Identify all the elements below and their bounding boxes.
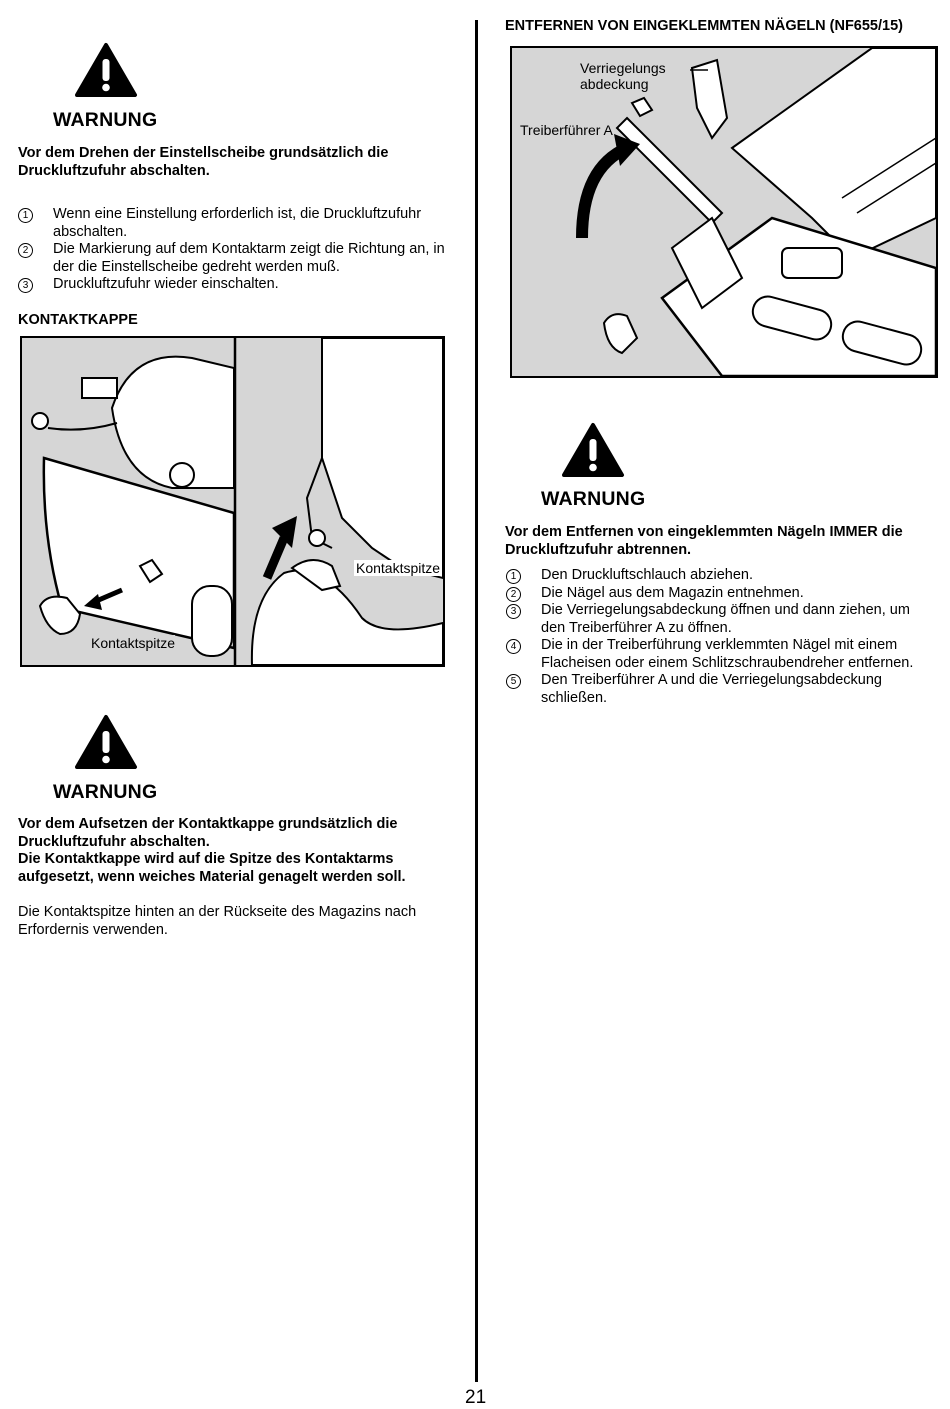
jam-removal-figure — [510, 46, 938, 378]
contact-tip-note: Die Kontaktspitze hinten an der Rückseite des Magazins nach Erfordernis verwenden. — [18, 904, 417, 938]
contact-cap-illustration — [22, 338, 443, 665]
warning-title: WARNUNG — [53, 109, 158, 131]
warning-text: Vor dem Drehen der Einstellscheibe grundsätzlich die Druckluftzufuhr abschalten. — [18, 145, 389, 179]
section-heading: ENTFERNEN VON EINGEKLEMMTEN NÄGELN (NF655/15) — [505, 18, 903, 34]
step-number: 3 — [506, 604, 521, 619]
warning-text: Vor dem Aufsetzen der Kontaktkappe grundsätzlich die Druckluftzufuhr abschalten. Die Kontaktkappe wird auf die Spitze des Kontaktarms aufgesetzt, wenn weiches Material genagelt werden soll. — [18, 816, 406, 885]
figure-label-driver-guide: Treiberführer A — [520, 122, 613, 138]
contact-cap-figure — [20, 336, 445, 667]
adjustment-steps — [17, 206, 457, 294]
list-item: 5 Den Treiberführer A und die Verriegelungsabdeckung schließen. — [505, 672, 937, 707]
step-number: 1 — [506, 569, 521, 584]
list-item: 2 Die Nägel aus dem Magazin entnehmen. — [505, 585, 937, 603]
column-divider — [475, 20, 478, 1382]
list-item: 4 Die in der Treiberführung verklemmten Nägel mit einem Flacheisen oder einem Schlitzschraubendreher entfernen. — [505, 637, 937, 672]
page-number: 21 — [465, 1387, 487, 1408]
step-number: 2 — [506, 587, 521, 602]
step-number: 3 — [18, 278, 33, 293]
jam-removal-steps — [505, 567, 937, 707]
list-item: 1 Den Druckluftschlauch abziehen. — [505, 567, 937, 585]
section-heading: KONTAKTKAPPE — [18, 312, 138, 328]
warning-title: WARNUNG — [53, 781, 158, 803]
figure-label-contact-tip: Kontaktspitze — [91, 635, 176, 651]
step-number: 4 — [506, 639, 521, 654]
list-item: 2 Die Markierung auf dem Kontaktarm zeigt die Richtung an, in der die Einstellscheibe gedreht werden muß. — [17, 241, 457, 276]
step-number: 5 — [506, 674, 521, 689]
warning-text: Vor dem Entfernen von eingeklemmten Nägeln IMMER die Druckluftzufuhr abtrennen. — [505, 524, 903, 558]
list-item: 3 Druckluftzufuhr wieder einschalten. — [17, 276, 457, 294]
warning-title: WARNUNG — [541, 488, 646, 510]
step-number: 2 — [18, 243, 33, 258]
list-item: 1 Wenn eine Einstellung erforderlich ist, die Druckluftzufuhr abschalten. — [17, 206, 457, 241]
list-item: 3 Die Verriegelungsabdeckung öffnen und dann ziehen, um den Treiberführer A zu öffnen. — [505, 602, 937, 637]
jam-removal-illustration — [512, 48, 936, 376]
step-number: 1 — [18, 208, 33, 223]
figure-label-contact-tip: Kontaktspitze — [356, 560, 441, 576]
warning-triangle-icon — [561, 422, 625, 478]
warning-triangle-icon — [74, 42, 138, 98]
figure-label-lock-cover: Verriegelungs abdeckung — [580, 60, 690, 92]
warning-triangle-icon — [74, 714, 138, 770]
